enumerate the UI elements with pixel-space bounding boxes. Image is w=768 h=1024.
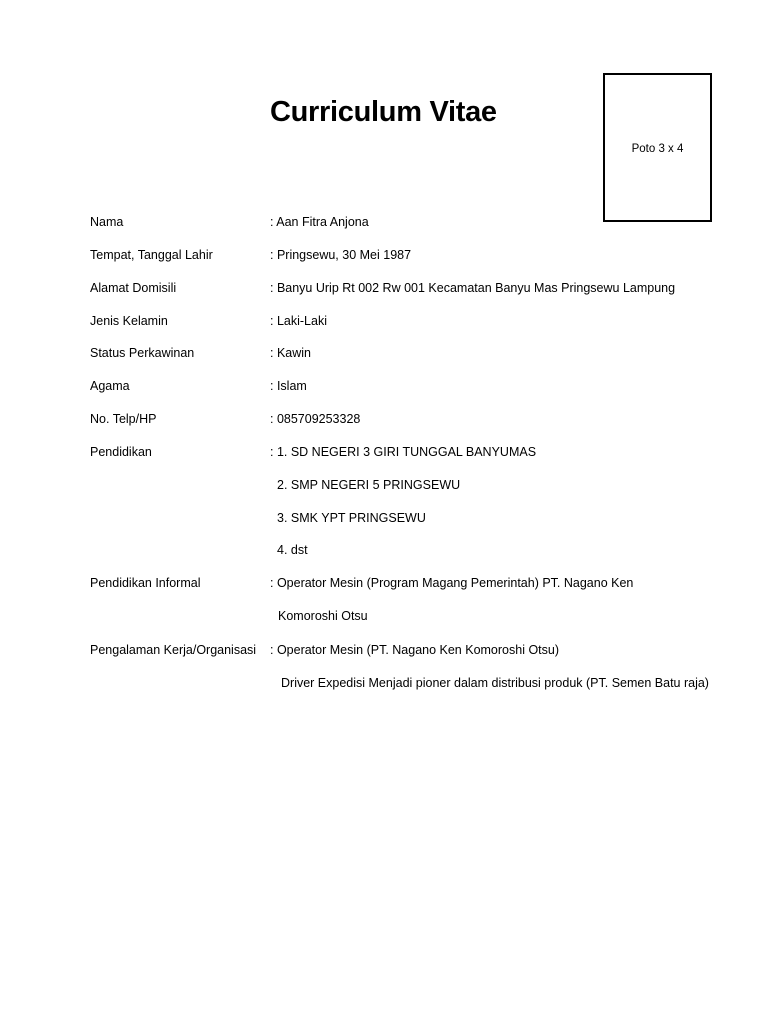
field-label-pengalaman: Pengalaman Kerja/Organisasi [90,643,257,657]
field-label-pendidikan: Pendidikan [90,445,152,459]
informal-education-line: Komoroshi Otsu [278,609,368,623]
field-value-agama: : Islam [270,379,307,393]
field-value-jenis-kelamin: : Laki-Laki [270,314,327,328]
education-item: 2. SMP NEGERI 5 PRINGSEWU [277,478,461,492]
field-label-pendidikan-informal: Pendidikan Informal [90,576,201,590]
field-label-jenis-kelamin: Jenis Kelamin [90,314,168,328]
informal-education-line: : Operator Mesin (Program Magang Pemerintah) PT. Nagano Ken [270,576,634,590]
education-item: : 1. SD NEGERI 3 GIRI TUNGGAL BANYUMAS [270,445,537,459]
field-label-ttl: Tempat, Tanggal Lahir [90,248,213,262]
field-label-agama: Agama [90,379,130,393]
photo-placeholder-box [603,73,712,222]
field-value-ttl: : Pringsewu, 30 Mei 1987 [270,248,412,262]
field-value-telp: : 085709253328 [270,412,361,426]
field-value-nama: : Aan Fitra Anjona [270,215,369,229]
field-label-alamat: Alamat Domisili [90,281,177,295]
field-label-telp: No. Telp/HP [90,412,157,426]
experience-line: Driver Expedisi Menjadi pioner dalam distribusi produk (PT. Semen Batu raja) [281,676,709,690]
field-label-nama: Nama [90,215,124,229]
field-value-status: : Kawin [270,346,311,360]
experience-line: : Operator Mesin (PT. Nagano Ken Komoroshi Otsu) [270,643,560,657]
field-label-status: Status Perkawinan [90,346,195,360]
document-title: Curriculum Vitae [270,96,497,128]
photo-placeholder-label: Poto 3 x 4 [631,143,684,155]
education-item: 4. dst [277,543,308,557]
field-value-alamat: : Banyu Urip Rt 002 Rw 001 Kecamatan Banyu Mas Pringsewu Lampung [270,281,676,295]
education-item: 3. SMK YPT PRINGSEWU [277,511,426,525]
